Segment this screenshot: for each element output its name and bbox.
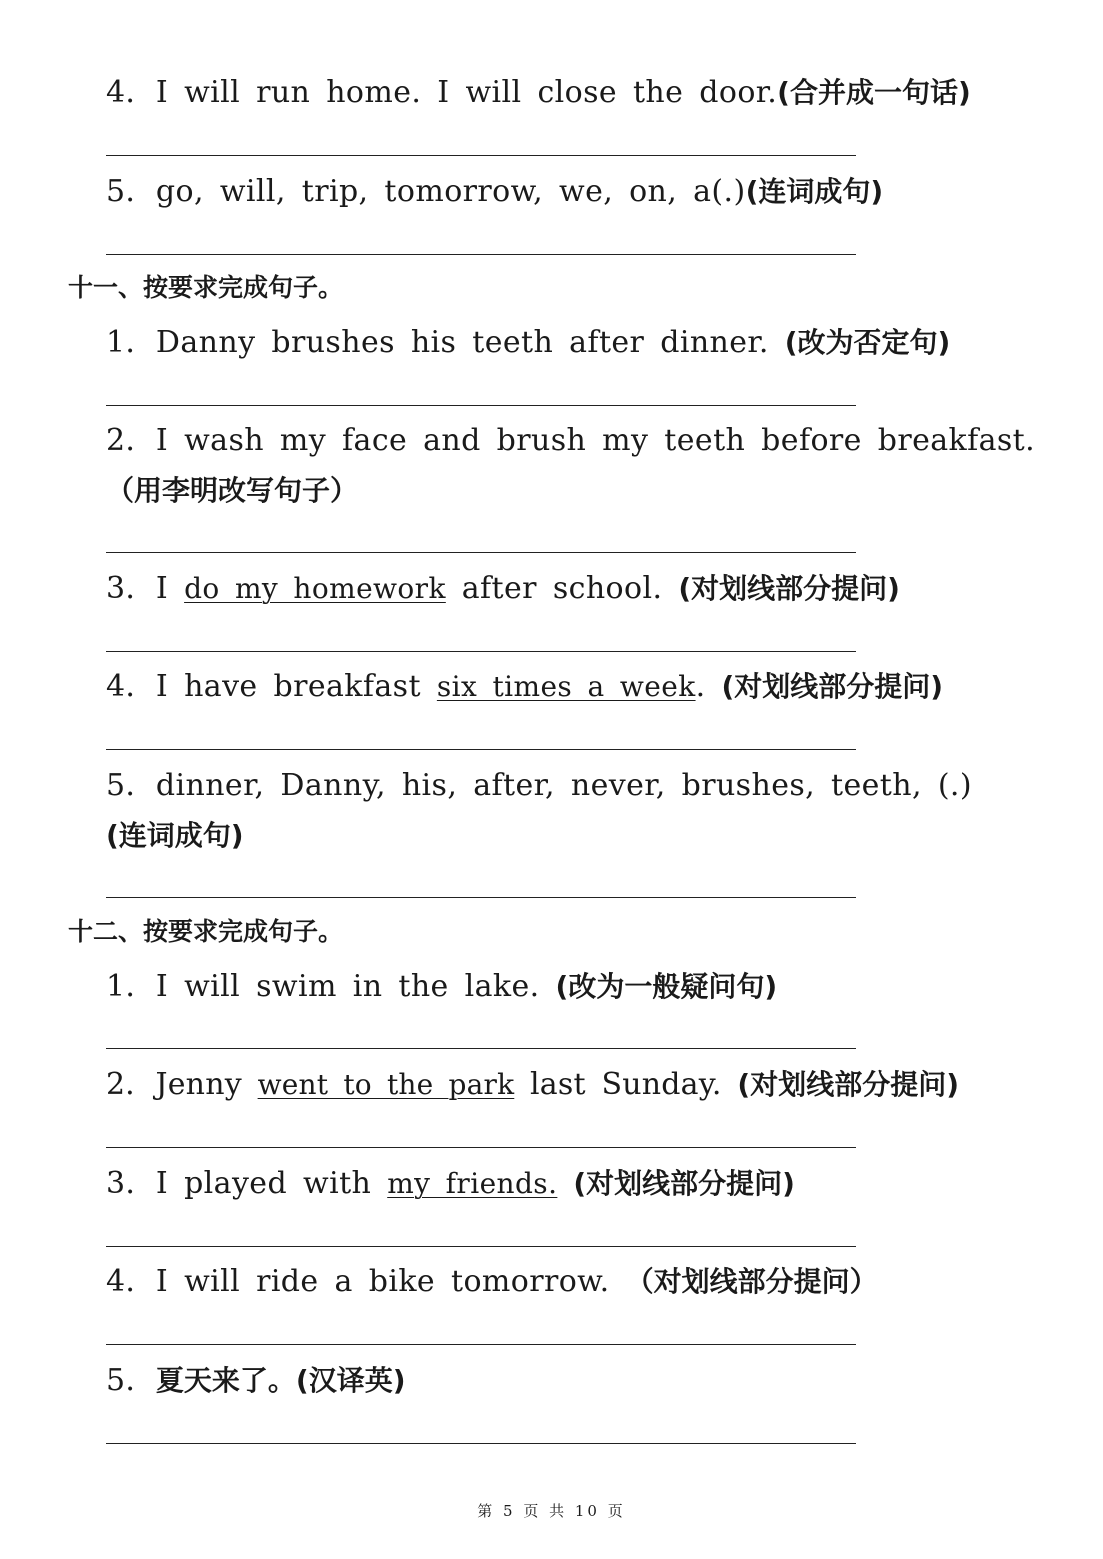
section-heading-12: 十二、按要求完成句子。 xyxy=(68,917,344,946)
question-number: 5． xyxy=(106,174,156,209)
question-hint: (改为一般疑问句) xyxy=(555,970,778,1003)
s11-q2 xyxy=(106,416,1041,516)
s10-q4 xyxy=(106,68,1036,118)
question-text-post xyxy=(557,1166,573,1201)
section-heading-11: 十一、按要求完成句子。 xyxy=(68,273,344,302)
question-hint: (连词成句) xyxy=(745,175,884,208)
question-number: 3． xyxy=(106,571,156,606)
answer-line[interactable] xyxy=(106,1048,856,1049)
answer-line[interactable] xyxy=(106,254,856,255)
underlined-phrase: went to the park xyxy=(257,1068,515,1101)
underlined-phrase: my friends. xyxy=(387,1167,558,1200)
question-text: go, will, trip, tomorrow, we, on, a(.) xyxy=(155,174,746,209)
question-hint: (对划线部分提问) xyxy=(721,670,944,703)
question-text: I will swim in the lake. xyxy=(155,969,556,1004)
s12-q1 xyxy=(106,962,1036,1012)
s11-q4 xyxy=(106,662,1036,712)
underlined-phrase: do my homework xyxy=(184,572,446,605)
answer-line[interactable] xyxy=(106,552,856,553)
answer-line[interactable] xyxy=(106,405,856,406)
answer-line[interactable] xyxy=(106,1344,856,1345)
s11-q3 xyxy=(106,564,1036,614)
s11-q5 xyxy=(106,761,1041,861)
question-number: 5． xyxy=(106,768,156,803)
answer-line[interactable] xyxy=(106,897,856,898)
question-text-pre: I have breakfast xyxy=(155,669,437,704)
page-footer: 第 5 页 共 10 页 xyxy=(477,1502,626,1520)
question-number: 5． xyxy=(106,1363,156,1398)
s10-q5 xyxy=(106,167,1036,217)
question-text: I will run home. I will close the door. xyxy=(155,75,778,110)
question-text-post: after school. xyxy=(445,571,679,606)
question-number: 1． xyxy=(106,969,156,1004)
s11-q1 xyxy=(106,318,1036,368)
s12-q2 xyxy=(106,1060,1036,1110)
question-text-pre: I xyxy=(155,571,185,606)
question-hint: (对划线部分提问) xyxy=(678,572,900,605)
question-hint: (对划线部分提问) xyxy=(573,1167,795,1200)
question-hint: （对划线部分提问） xyxy=(625,1265,878,1298)
question-text-pre: I played with xyxy=(155,1166,388,1201)
question-number: 2． xyxy=(106,423,156,458)
question-hint: （用李明改写句子） xyxy=(106,474,359,507)
question-text: I wash my face and brush my teeth before breakfast. xyxy=(155,423,1036,458)
question-text-post: . xyxy=(695,669,722,704)
s12-q4 xyxy=(106,1257,1036,1307)
answer-line[interactable] xyxy=(106,1443,856,1444)
question-number: 2． xyxy=(106,1067,156,1102)
question-number: 4． xyxy=(106,669,156,704)
question-hint: (对划线部分提问) xyxy=(737,1068,960,1101)
question-text-post: last Sunday. xyxy=(514,1067,738,1102)
question-number: 1． xyxy=(106,325,156,360)
answer-line[interactable] xyxy=(106,651,856,652)
question-text: Danny brushes his teeth after dinner. xyxy=(155,325,785,360)
question-hint: (合并成一句话) xyxy=(777,76,971,109)
answer-line[interactable] xyxy=(106,155,856,156)
question-text: 夏天来了。 xyxy=(155,1364,296,1397)
underlined-phrase: six times a week xyxy=(436,670,696,703)
question-hint: (连词成句) xyxy=(106,819,244,852)
s12-q3 xyxy=(106,1159,1036,1209)
question-number: 4． xyxy=(106,75,156,110)
answer-line[interactable] xyxy=(106,1147,856,1148)
answer-line[interactable] xyxy=(106,1246,856,1247)
s12-q5 xyxy=(106,1356,1036,1406)
question-number: 4． xyxy=(106,1264,156,1299)
question-hint: (汉译英) xyxy=(295,1364,406,1397)
answer-line[interactable] xyxy=(106,749,856,750)
question-number: 3． xyxy=(106,1166,156,1201)
question-text: dinner, Danny, his, after, never, brushes, teeth, (.) xyxy=(155,768,972,803)
question-text-pre: Jenny xyxy=(155,1067,258,1102)
question-hint: (改为否定句) xyxy=(784,326,951,359)
question-text: I will ride a bike tomorrow. xyxy=(155,1264,626,1299)
